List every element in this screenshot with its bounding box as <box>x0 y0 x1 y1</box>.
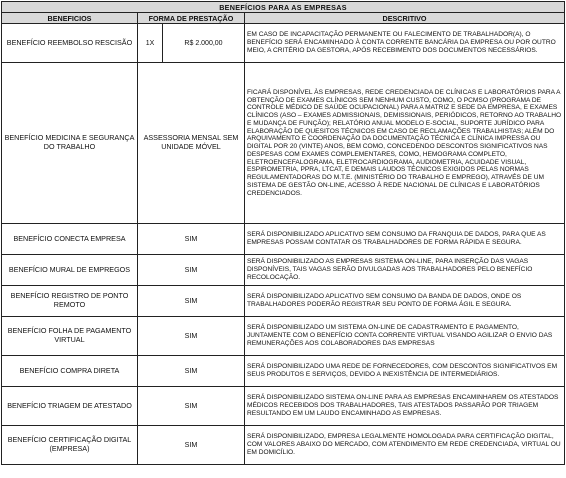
table-row <box>2 387 565 426</box>
benefit-description: SERÁ DISPONIBILIZADO UM SISTEMA ON-LINE DE CADASTRAMENTO E PAGAMENTO, JUNTAMENTE COM O BENEFÍCIO CONTA CORRENTE VIRTUAL VISANDO AGILIZAR O ENVIO DAS REMUNERAÇÕES AOS COLABORADORES DAS EMPRESAS <box>245 317 565 356</box>
benefit-description: SERÁ DISPONIBILIZADO AS EMPRESAS SISTEMA ON-LINE, PARA INSERÇÃO DAS VAGAS DISPONÍVEIS, TAIS VAGAS SERÃO DIVULGADAS AOS TRABALHADORES PELO BENEFÍCIO RECOLOCAÇÃO. <box>245 255 565 286</box>
benefit-prestacao: SIM <box>138 317 245 356</box>
benefit-name: BENEFÍCIO MURAL DE EMPREGOS <box>2 255 138 286</box>
benefit-value: R$ 2.000,00 <box>163 24 245 63</box>
benefit-name: BENEFÍCIO REGISTRO DE PONTO REMOTO <box>2 286 138 317</box>
table-row <box>2 255 565 286</box>
table-row <box>2 24 565 63</box>
table-row <box>2 356 565 387</box>
benefit-description: SERÁ DISPONIBILIZADO APLICATIVO SEM CONSUMO DA BANDA DE DADOS, ONDE OS TRABALHADORES PODERÃO REGISTRAR SEU PONTO DE FORMA ÁGIL E SEGURA. <box>245 286 565 317</box>
benefit-prestacao: SIM <box>138 224 245 255</box>
benefit-description: SERÁ DISPONIBILIZADO, EMPRESA LEGALMENTE HOMOLOGADA PARA CERTIFICAÇÃO DIGITAL, COM VALORES ABAIXO DO MERCADO, COM ATENDIMENTO EM REDE CREDENCIADA, VIRTUAL OU EM DOMICÍLIO. <box>245 426 565 465</box>
benefit-prestacao: SIM <box>138 356 245 387</box>
table-row <box>2 426 565 465</box>
header-forma-prestacao: FORMA DE PRESTAÇÃO <box>138 13 245 24</box>
benefit-name: BENEFÍCIO REEMBOLSO RESCISÃO <box>2 24 138 63</box>
benefit-description: SERÁ DISPONIBILIZADO SISTEMA ON-LINE PARA AS EMPRESAS ENCAMINHAREM OS ATESTADOS MÉDICOS RECEBIDOS DOS TRABALHADORES, TAIS ATESTADOS PASSARÃO POR TRIAGEM RESULTANDO EM UM LAUDO ENCAMINHADO AS EMPRESAS. <box>245 387 565 426</box>
benefit-prestacao: SIM <box>138 426 245 465</box>
header-beneficios: BENEFICIOS <box>2 13 138 24</box>
table-title-row <box>2 2 565 13</box>
benefit-name: BENEFÍCIO MEDICINA E SEGURANÇA DO TRABALHO <box>2 63 138 224</box>
benefit-prestacao: SIM <box>138 387 245 426</box>
table-header-row <box>2 13 565 24</box>
benefit-name: BENEFÍCIO COMPRA DIRETA <box>2 356 138 387</box>
benefits-document <box>1 1 564 465</box>
benefit-description: FICARÁ DISPONÍVEL ÀS EMPRESAS, REDE CREDENCIADA DE CLÍNICAS E LABORATÓRIOS PARA A OBTENÇÃO DE EXAMES CLÍNICOS SEM NENHUM CUSTO, COMO, O PCMSO (PROGRAMA DE CONTROLE MÉDICO DE SAÚDE OCUPACIONAL) PARA A MATRIZ E SEDE DA EMPRESA, E EXAMES CLÍNICOS (ASO – EXAMES ADMISSIONAIS, DEMISSIONAIS, PERIÓDICOS, RETORNO AO TRABALHO E MUDANÇA DE FUNÇÃO); RELATÓRIO ANUAL MODELO E-SOCIAL, SUPORTE JURÍDICO PARA ELABORAÇÃO DE QUESITOS TÉCNICOS EM CASO DE RECLAMAÇÕES TRABALHISTAS; ALÉM DO ARQUIVAMENTO E COORDENAÇÃO DA DOCUMENTAÇÃO TÉCNICA E CLÍNICA IMPRESSA OU DIGITAL POR 20 (VINTE) ANOS, BEM COMO, CONCEDENDO DESCONTOS SIGNIFICATIVOS NAS DESPESAS COM EXAMES COMPLEMENTARES, COMO, HEMOGRAMA COMPLETO, ELETROENCEFALOGRAMA, ELETROCARDIOGRAMA, AUDIOMETRIA, ACUIDADE VISUAL, ESPIROMETRIA, PPRA, LTCAT, E DEMAIS LAUDOS TÉCNICOS EXIGIDOS PELAS NORMAS REGULAMENTADORAS DO M.T.E. (MINISTÉRIO DO TRABALHO E EMPREGO), ATRAVÉS DE UM SISTEMA DE GESTÃO ON-LINE, ACESSO À REDE NACIONAL DE CLÍNICAS E LABORATÓRIOS CREDENCIADOS. <box>245 63 565 224</box>
benefit-name: BENEFÍCIO CERTIFICAÇÃO DIGITAL (EMPRESA) <box>2 426 138 465</box>
benefits-table <box>1 1 565 465</box>
benefit-quantity: 1X <box>138 24 163 63</box>
table-row <box>2 63 565 224</box>
benefit-name: BENEFÍCIO TRIAGEM DE ATESTADO <box>2 387 138 426</box>
table-row <box>2 317 565 356</box>
table-row <box>2 286 565 317</box>
benefit-prestacao: SIM <box>138 255 245 286</box>
benefit-prestacao: ASSESSORIA MENSAL SEM UNIDADE MÓVEL <box>138 63 245 224</box>
table-title: BENEFÍCIOS PARA AS EMPRESAS <box>2 2 565 13</box>
benefit-description: SERÁ DISPONIBILIZADO UMA REDE DE FORNECEDORES, COM DESCONTOS SIGNIFICATIVOS EM SEUS PRODUTOS E SERVIÇOS, DEVIDO A INEXISTÊNCIA DE INTERMEDIÁRIOS. <box>245 356 565 387</box>
benefit-description: SERÁ DISPONIBILIZADO APLICATIVO SEM CONSUMO DA FRANQUIA DE DADOS, PARA QUE AS EMPRESAS POSSAM CONTATAR OS TRABALHADORES DE FORMA RÁPIDA E SEGURA. <box>245 224 565 255</box>
header-descritivo: DESCRITIVO <box>245 13 565 24</box>
table-row <box>2 224 565 255</box>
benefit-name: BENEFÍCIO CONECTA EMPRESA <box>2 224 138 255</box>
benefit-name: BENEFÍCIO FOLHA DE PAGAMENTO VIRTUAL <box>2 317 138 356</box>
benefit-description: EM CASO DE INCAPACITAÇÃO PERMANENTE OU FALECIMENTO DE TRABALHADOR(A), O BENEFÍCIO SERÁ ENCAMINHADO À CONTA CORRENTE BANCÁRIA DA EMPRESA OU POR OUTRO MEIO, A CRITÉRIO DA GESTORA, APÓS RECEBIMENTO DOS DOCUMENTOS NECESSÁRIOS. <box>245 24 565 63</box>
benefit-prestacao: SIM <box>138 286 245 317</box>
